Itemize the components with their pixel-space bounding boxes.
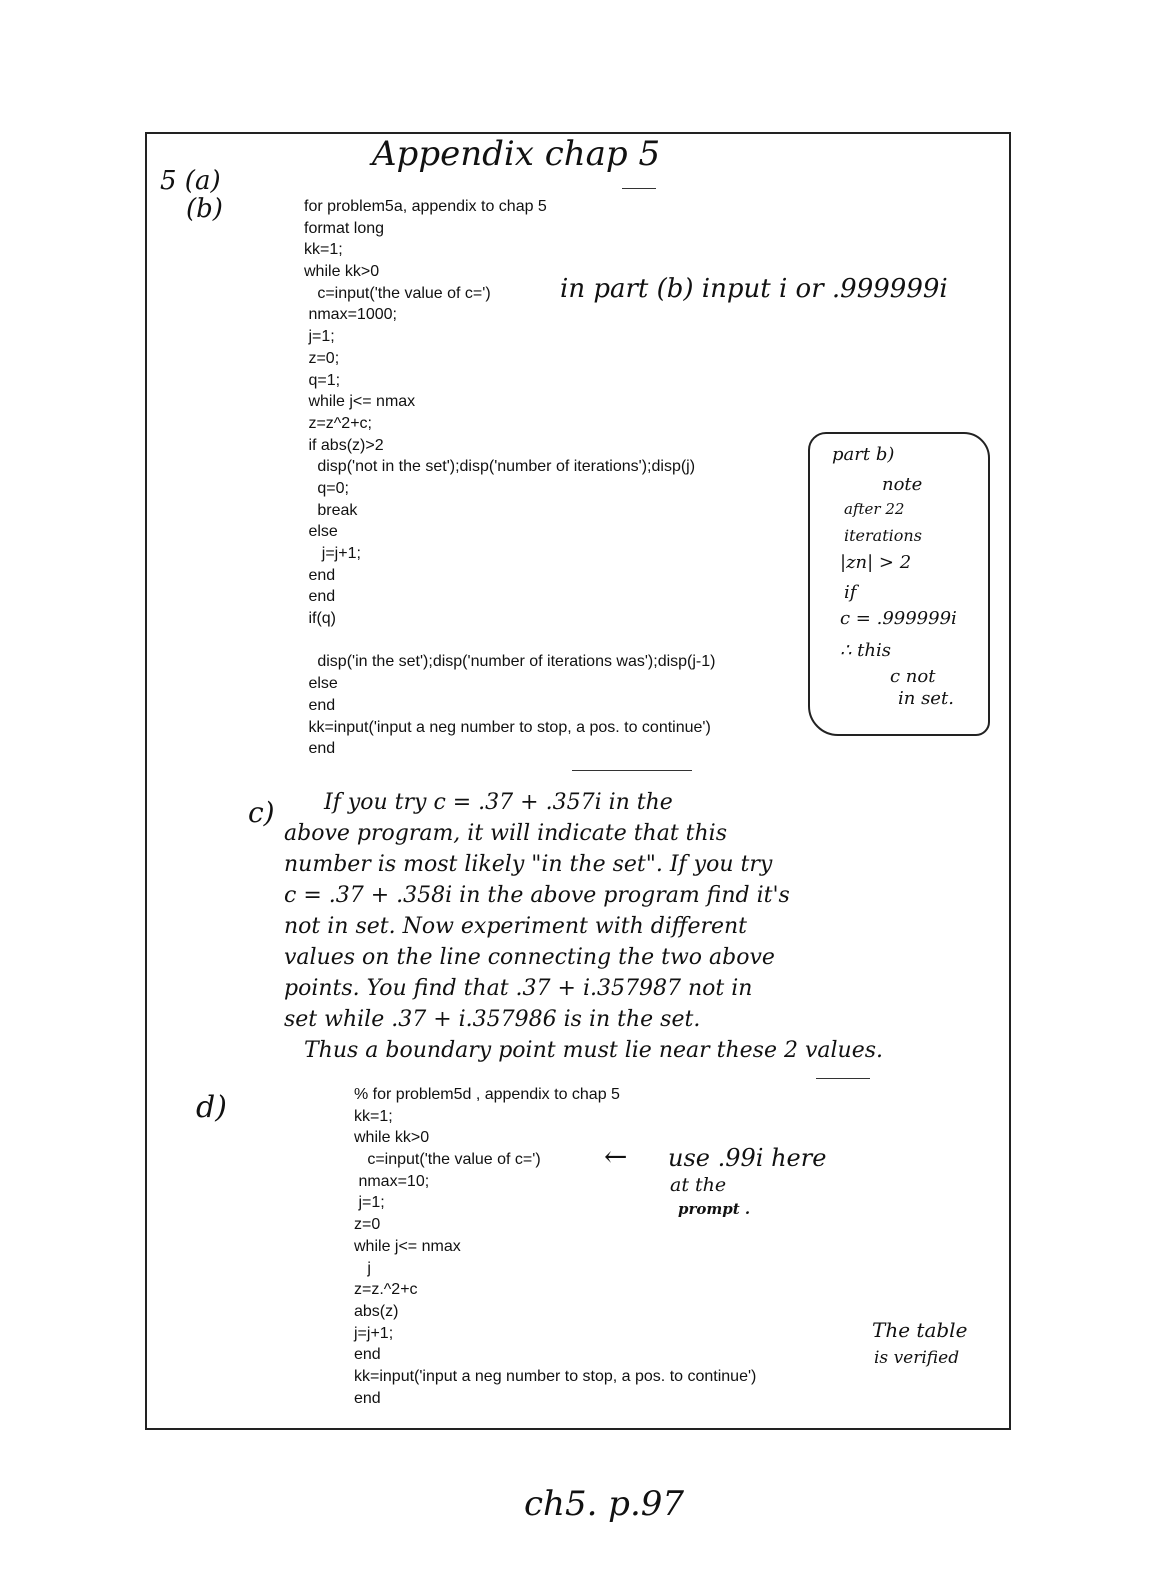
code-line: kk=input('input a neg number to stop, a pos. to continue') [304,718,711,736]
code-line: kk=input('input a neg number to stop, a pos. to continue') [354,1367,757,1385]
code-line: format long [304,219,385,237]
box-note-line: iterations [844,526,922,545]
code-line: j=1; [304,328,335,346]
box-note-line: in set. [898,688,954,709]
code-line: c=input('the value of c=') [354,1151,541,1169]
code-line: disp('not in the set');disp('number of iterations');disp(j) [304,458,696,476]
part-c-label: c) [248,796,275,829]
code-line: end [304,566,336,584]
code-line: j=j+1; [354,1324,394,1342]
box-note-line: |zn| > 2 [840,552,912,573]
code-block-part-d [354,1084,756,1409]
code-line: % for problem5d , appendix to chap 5 [354,1086,620,1103]
page-title: Appendix chap 5 [372,134,661,174]
code-line [304,630,715,652]
these-values-underline [816,1078,870,1079]
code-line: while kk>0 [304,263,380,281]
code-line: while j<= nmax [304,393,416,411]
part-d-label: d) [196,1090,227,1125]
code-line: j=j+1; [304,545,361,562]
code-line: else [304,675,338,693]
code-line: z=z.^2+c [354,1281,418,1299]
part-d-note-line: prompt . [678,1200,751,1218]
code-line: end [304,740,336,758]
table-note-line: is verified [874,1348,960,1368]
code-line: kk=1; [354,1107,393,1125]
box-note-line: c = .999999i [840,608,957,629]
code-line: z=0 [354,1216,381,1234]
code-line: kk=1; [304,241,343,259]
page-footer: ch5. p.97 [524,1484,685,1524]
part-c-line: not in set. Now experiment with different [284,914,748,939]
code-line: nmax=10; [354,1172,430,1190]
code-line: for problem5a, appendix to chap 5 [304,198,547,215]
box-note-line: part b) [832,444,895,465]
code-line: j [354,1259,371,1277]
part-c-line: c = .37 + .358i in the above program find it's [284,883,790,908]
part-c-text [284,790,984,1069]
code-line: q=1; [304,371,341,389]
part-c-line: values on the line connecting the two above [284,945,775,970]
part-c-line: Thus a boundary point must lie near these 2 values. [304,1038,884,1063]
box-note-line: c not [890,666,936,687]
code-line: end [304,696,336,714]
code-line: end [354,1389,381,1407]
part-c-line: points. You find that .37 + i.357987 not in [284,976,753,1001]
code-line: else [304,523,338,541]
code-line: while kk>0 [354,1129,430,1147]
code-line: q=0; [304,479,349,497]
code-line: abs(z) [354,1302,399,1320]
arrow-note: ← [604,1140,628,1173]
title-underline [622,188,656,189]
code-line: if(q) [304,610,336,628]
part-b-note-box [808,432,990,736]
part-c-line: number is most likely "in the set". If you try [284,852,773,877]
code-line: disp('in the set');disp('number of iterations was');disp(j-1) [304,653,716,671]
code-line: while j<= nmax [354,1237,461,1255]
part-d-note-line: at the [670,1174,727,1196]
part-c-line: above program, it will indicate that this [284,821,728,846]
code-line: z=0; [304,349,340,367]
section-divider [572,770,692,771]
code-line: if abs(z)>2 [304,436,384,454]
code-line: break [304,501,358,519]
code-line: end [354,1346,381,1364]
box-note-line: if [844,582,857,603]
part-c-line: set while .37 + i.357986 is in the set. [284,1007,701,1032]
part-b-inline-note: in part (b) input i or .999999i [560,274,948,304]
box-note-line: after 22 [844,500,905,518]
part-b-label: (b) [186,194,223,224]
code-line: j=1; [354,1194,385,1212]
table-note-line: The table [872,1318,968,1342]
code-line: c=input('the value of c=') [304,284,491,302]
part-a-label: 5 (a) [160,166,221,196]
box-note-line: note [882,474,923,495]
code-line: z=z^2+c; [304,414,372,432]
code-line: end [304,588,336,606]
part-c-line: If you try c = .37 + .357i in the [324,790,673,815]
code-line: nmax=1000; [304,306,397,324]
box-note-line: ∴ this [840,640,891,661]
part-d-note-line: use .99i here [668,1144,827,1172]
